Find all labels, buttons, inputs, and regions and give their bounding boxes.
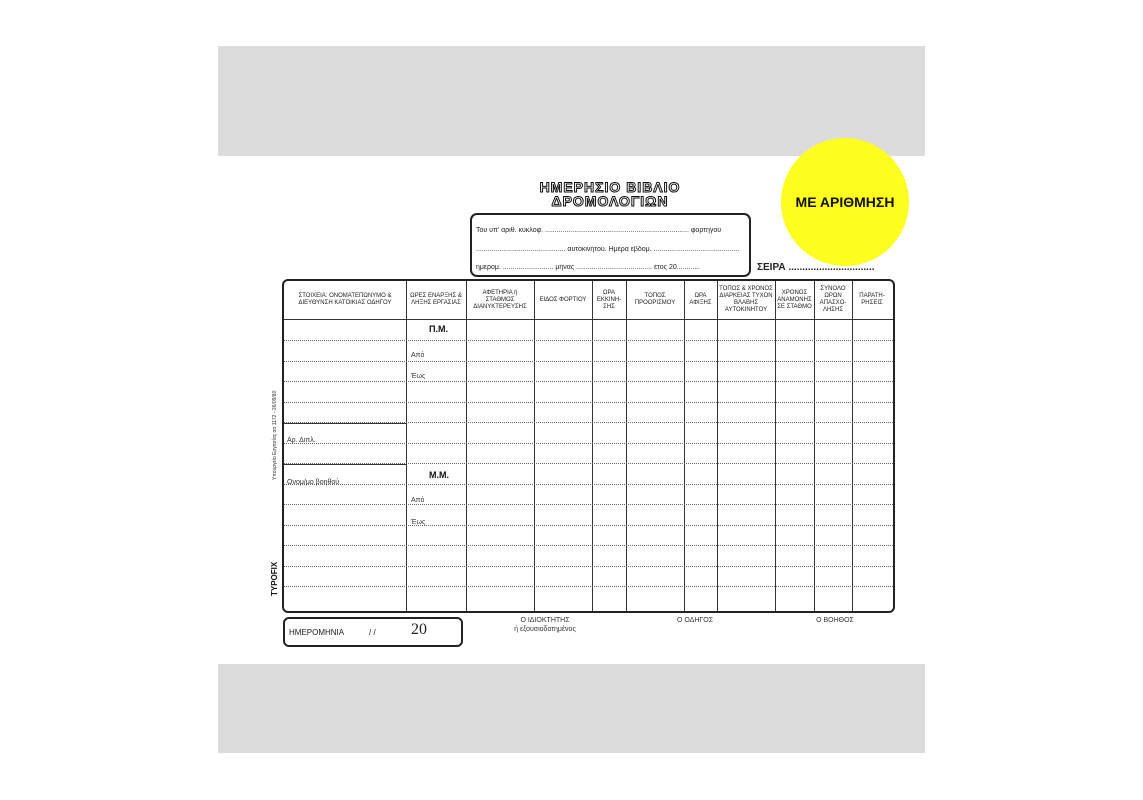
header-total-hours: ΣΥΝΟΛΟ ΩΡΩΝ ΑΠΑΣΧΟ-ΛΗΣΗΣ xyxy=(819,286,847,313)
dotted-row xyxy=(284,545,893,546)
owner-sub-label: ή εξουσιοδοτημένος xyxy=(514,626,576,633)
header-waiting-time: ΧΡΟΝΟΣ ΑΝΑΜΟΝΗΣ ΣΕ ΣΤΑΘΜΟ xyxy=(777,289,812,310)
date-year: 20 xyxy=(411,621,427,638)
dotted-row xyxy=(284,504,893,505)
info-line-3: ημερομ. .......................... μήνας ....................................... έτος 20............ xyxy=(476,264,701,271)
to-label: Έως xyxy=(411,519,426,526)
assistant-name-label: Ονομ/μο βοηθού xyxy=(287,479,340,486)
driver-signature: Ο ΟΔΗΓΟΣ xyxy=(676,617,714,624)
section-divider xyxy=(284,464,406,465)
dotted-row xyxy=(284,484,893,485)
header-departure-station: ΑΦΕΤΗΡΙΑ ή ΣΤΑΘΜΟΣ ΔΙΑΝΥΚΤΕΡΕΥΣΗΣ xyxy=(473,289,527,310)
from-label: Από xyxy=(411,352,425,359)
dotted-row xyxy=(284,586,893,587)
column-divider xyxy=(406,281,407,611)
typofix-logo: TYPOFIX xyxy=(270,561,279,596)
column-divider xyxy=(814,281,815,611)
numbering-badge: ΜΕ ΑΡΙΘΜΗΣΗ xyxy=(781,138,909,266)
to-label: Έως xyxy=(411,373,426,380)
assistant-signature: Ο ΒΟΗΘΟΣ xyxy=(816,617,854,624)
dotted-row xyxy=(284,340,893,341)
header-driver-details: ΣΤΟΙΧΕΙΑ: ΟΝΟΜΑΤΕΠΩΝΥΜΟ & ΔΙΕΥΘΥΝΣΗ ΚΑΤΟΙΚΙΑΣ ΟΔΗΓΟΥ xyxy=(298,293,392,306)
ministry-approval-text: Υπουργείο Εργασίας αα 1172 - 26/09/80 xyxy=(272,390,278,480)
route-table xyxy=(282,279,895,613)
header-remarks: ΠΑΡΑΤΗ-ΡΗΣΕΙΣ xyxy=(859,293,885,306)
column-divider xyxy=(534,281,535,611)
header-work-hours: ΩΡΕΣ ΕΝΑΡΞΗΣ & ΛΗΞΗΣ ΕΡΓΑΣΙΑΣ xyxy=(410,293,462,306)
column-divider xyxy=(717,281,718,611)
info-line-2: .............................................. αυτοκινήτου. Ημέρα εβδομ. ............................................ xyxy=(476,246,740,253)
dotted-row xyxy=(284,566,893,567)
from-label: Από xyxy=(411,497,425,504)
form-title-line1: ΗΜΕΡΗΣΙΟ ΒΙΒΛΙΟ xyxy=(539,179,681,195)
owner-label: Ο ΙΔΙΟΚΤΗΤΗΣ xyxy=(520,617,570,624)
pm-label: Μ.Μ. xyxy=(429,470,449,480)
owner-signature xyxy=(505,616,585,634)
column-divider xyxy=(775,281,776,611)
dotted-row xyxy=(284,402,893,403)
header-cargo-type: ΕΙΔΟΣ ΦΟΡΤΙΟΥ xyxy=(539,296,587,303)
form-title-line2: ΔΡΟΜΟΛΟΓΙΩΝ xyxy=(551,193,669,209)
vehicle-info-box xyxy=(470,213,751,277)
header-divider xyxy=(284,319,893,320)
column-divider xyxy=(592,281,593,611)
header-destination: ΤΟΠΟΣ ΠΡΟΟΡΙΣΜΟΥ xyxy=(634,293,676,306)
series-field: ΣΕΙΡΑ ............................... xyxy=(757,262,875,273)
header-departure-time: ΩΡΑ ΕΚΚΙΝΗ-ΣΗΣ xyxy=(596,289,622,310)
date-label: ΗΜΕΡΟΜΗΝΙΑ xyxy=(289,628,345,637)
column-divider xyxy=(626,281,627,611)
dotted-row xyxy=(284,525,893,526)
info-line-1: Του υπ' αριθ. κυκλοφ. .......................................................................... φορτηγού xyxy=(476,227,722,234)
date-slashes: / / xyxy=(369,628,376,637)
column-divider xyxy=(852,281,853,611)
dotted-row xyxy=(284,443,893,444)
header-arrival-time: ΩΡΑ ΑΦΙΞΗΣ xyxy=(689,293,712,306)
section-divider xyxy=(284,423,406,424)
am-label: Π.Μ. xyxy=(429,324,448,334)
column-divider xyxy=(466,281,467,611)
license-number-label: Αρ. Διπλ. xyxy=(287,437,316,444)
header-breakdown: ΤΟΠΟΣ & ΧΡΟΝΟΣ ΔΙΑΡΚΕΙΑΣ ΤΥΧΟΝ ΒΛΑΒΗΣ ΑΥΤΟΚΙΝΗΤΟΥ xyxy=(719,286,773,313)
column-divider xyxy=(684,281,685,611)
dotted-row xyxy=(284,381,893,382)
dotted-row xyxy=(284,361,893,362)
date-box xyxy=(283,617,463,647)
